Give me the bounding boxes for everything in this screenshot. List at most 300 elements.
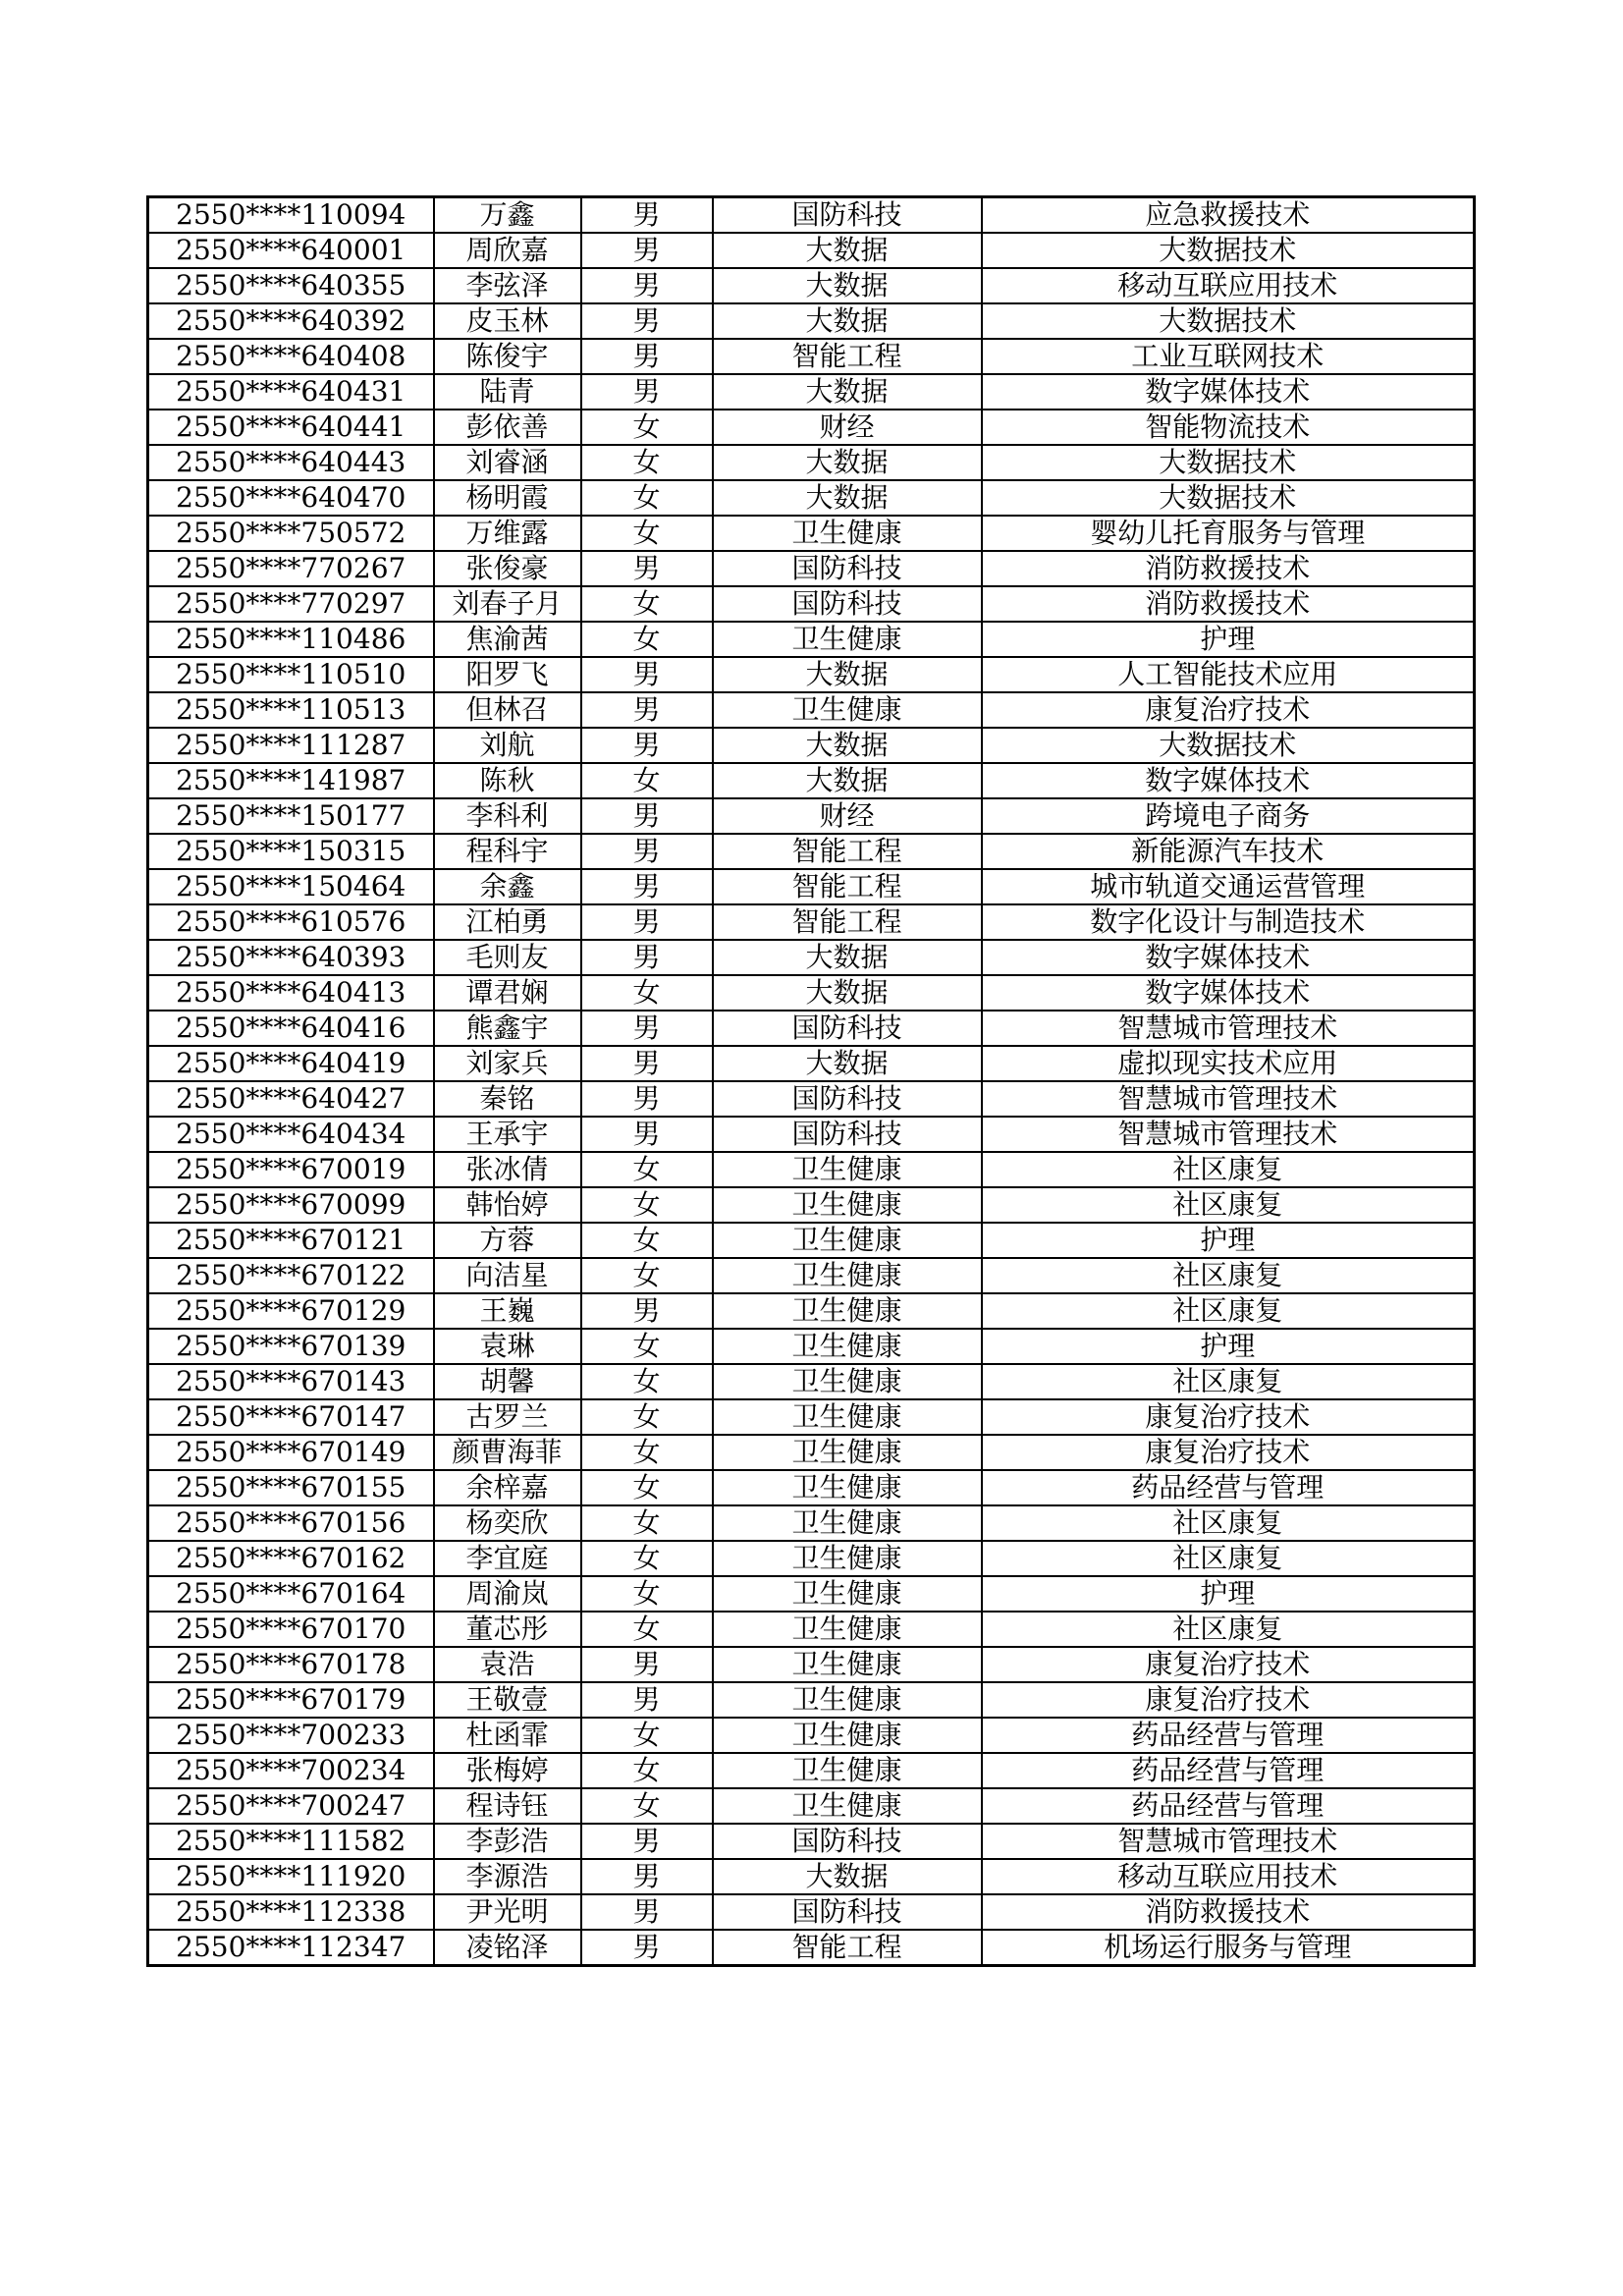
gender-cell: 女 — [581, 480, 713, 516]
student-id-cell: 2550****670147 — [148, 1399, 434, 1435]
student-id-cell: 2550****640470 — [148, 480, 434, 516]
table-row — [148, 1011, 1475, 1046]
department-cell: 智能工程 — [713, 834, 982, 869]
department-cell: 国防科技 — [713, 1011, 982, 1046]
student-id-cell: 2550****110510 — [148, 657, 434, 692]
department-cell: 卫生健康 — [713, 1753, 982, 1788]
name-cell: 阳罗飞 — [434, 657, 581, 692]
gender-cell: 女 — [581, 1753, 713, 1788]
name-cell: 董芯彤 — [434, 1612, 581, 1647]
gender-cell: 女 — [581, 1329, 713, 1364]
table-row — [148, 1930, 1475, 1966]
table-row — [148, 798, 1475, 834]
gender-cell: 男 — [581, 1682, 713, 1718]
name-cell: 余梓嘉 — [434, 1470, 581, 1505]
department-cell: 大数据 — [713, 268, 982, 303]
gender-cell: 女 — [581, 516, 713, 551]
department-cell: 大数据 — [713, 303, 982, 339]
table-row — [148, 1576, 1475, 1612]
table-row — [148, 763, 1475, 798]
major-cell: 护理 — [982, 1329, 1475, 1364]
gender-cell: 男 — [581, 692, 713, 728]
student-id-cell: 2550****111920 — [148, 1859, 434, 1894]
department-cell: 卫生健康 — [713, 1223, 982, 1258]
gender-cell: 女 — [581, 1223, 713, 1258]
table-row — [148, 1187, 1475, 1223]
major-cell: 新能源汽车技术 — [982, 834, 1475, 869]
major-cell: 智慧城市管理技术 — [982, 1081, 1475, 1117]
name-cell: 张梅婷 — [434, 1753, 581, 1788]
student-id-cell: 2550****640419 — [148, 1046, 434, 1081]
name-cell: 陈秋 — [434, 763, 581, 798]
gender-cell: 女 — [581, 622, 713, 657]
table-row — [148, 657, 1475, 692]
gender-cell: 女 — [581, 1576, 713, 1612]
table-row — [148, 1329, 1475, 1364]
gender-cell: 男 — [581, 1046, 713, 1081]
major-cell: 大数据技术 — [982, 445, 1475, 480]
gender-cell: 女 — [581, 1541, 713, 1576]
department-cell: 大数据 — [713, 233, 982, 268]
department-cell: 卫生健康 — [713, 1293, 982, 1329]
student-id-cell: 2550****670122 — [148, 1258, 434, 1293]
major-cell: 康复治疗技术 — [982, 1647, 1475, 1682]
department-cell: 卫生健康 — [713, 1718, 982, 1753]
major-cell: 应急救援技术 — [982, 197, 1475, 234]
department-cell: 财经 — [713, 410, 982, 445]
table-row — [148, 410, 1475, 445]
department-cell: 卫生健康 — [713, 516, 982, 551]
student-id-cell: 2550****700233 — [148, 1718, 434, 1753]
gender-cell: 女 — [581, 1435, 713, 1470]
name-cell: 秦铭 — [434, 1081, 581, 1117]
name-cell: 王巍 — [434, 1293, 581, 1329]
gender-cell: 男 — [581, 1117, 713, 1152]
name-cell: 李科利 — [434, 798, 581, 834]
student-id-cell: 2550****640434 — [148, 1117, 434, 1152]
gender-cell: 女 — [581, 1612, 713, 1647]
student-id-cell: 2550****110094 — [148, 197, 434, 234]
name-cell: 杜函霏 — [434, 1718, 581, 1753]
student-id-cell: 2550****150177 — [148, 798, 434, 834]
gender-cell: 男 — [581, 551, 713, 586]
table-row — [148, 975, 1475, 1011]
student-id-cell: 2550****150464 — [148, 869, 434, 904]
student-id-cell: 2550****640393 — [148, 940, 434, 975]
department-cell: 大数据 — [713, 940, 982, 975]
name-cell: 王敬壹 — [434, 1682, 581, 1718]
name-cell: 李源浩 — [434, 1859, 581, 1894]
major-cell: 移动互联应用技术 — [982, 1859, 1475, 1894]
student-id-cell: 2550****111582 — [148, 1824, 434, 1859]
name-cell: 颜曹海菲 — [434, 1435, 581, 1470]
table-row — [148, 1293, 1475, 1329]
student-id-cell: 2550****640431 — [148, 374, 434, 410]
department-cell: 大数据 — [713, 1046, 982, 1081]
department-cell: 卫生健康 — [713, 1576, 982, 1612]
student-id-cell: 2550****670170 — [148, 1612, 434, 1647]
department-cell: 国防科技 — [713, 1824, 982, 1859]
major-cell: 智慧城市管理技术 — [982, 1011, 1475, 1046]
name-cell: 江柏勇 — [434, 904, 581, 940]
name-cell: 余鑫 — [434, 869, 581, 904]
major-cell: 康复治疗技术 — [982, 1682, 1475, 1718]
table-row — [148, 904, 1475, 940]
table-row — [148, 1894, 1475, 1930]
table-row — [148, 1682, 1475, 1718]
gender-cell: 男 — [581, 233, 713, 268]
roster-body — [148, 197, 1475, 1966]
department-cell: 卫生健康 — [713, 1152, 982, 1187]
name-cell: 杨明霞 — [434, 480, 581, 516]
name-cell: 程诗钰 — [434, 1788, 581, 1824]
major-cell: 药品经营与管理 — [982, 1788, 1475, 1824]
department-cell: 大数据 — [713, 1859, 982, 1894]
student-id-cell: 2550****700234 — [148, 1753, 434, 1788]
gender-cell: 女 — [581, 763, 713, 798]
major-cell: 消防救援技术 — [982, 551, 1475, 586]
major-cell: 护理 — [982, 1576, 1475, 1612]
table-row — [148, 1223, 1475, 1258]
name-cell: 谭君娴 — [434, 975, 581, 1011]
table-row — [148, 516, 1475, 551]
department-cell: 国防科技 — [713, 197, 982, 234]
student-id-cell: 2550****670179 — [148, 1682, 434, 1718]
student-id-cell: 2550****141987 — [148, 763, 434, 798]
major-cell: 护理 — [982, 622, 1475, 657]
major-cell: 社区康复 — [982, 1293, 1475, 1329]
table-row — [148, 480, 1475, 516]
department-cell: 卫生健康 — [713, 1187, 982, 1223]
gender-cell: 男 — [581, 728, 713, 763]
department-cell: 财经 — [713, 798, 982, 834]
major-cell: 数字媒体技术 — [982, 975, 1475, 1011]
gender-cell: 女 — [581, 1718, 713, 1753]
department-cell: 卫生健康 — [713, 692, 982, 728]
student-id-cell: 2550****670099 — [148, 1187, 434, 1223]
name-cell: 周欣嘉 — [434, 233, 581, 268]
student-id-cell: 2550****112338 — [148, 1894, 434, 1930]
major-cell: 社区康复 — [982, 1152, 1475, 1187]
major-cell: 消防救援技术 — [982, 586, 1475, 622]
student-id-cell: 2550****110486 — [148, 622, 434, 657]
gender-cell: 女 — [581, 1258, 713, 1293]
table-row — [148, 1859, 1475, 1894]
table-row — [148, 374, 1475, 410]
department-cell: 卫生健康 — [713, 1399, 982, 1435]
table-row — [148, 1258, 1475, 1293]
table-row — [148, 1753, 1475, 1788]
name-cell: 李宜庭 — [434, 1541, 581, 1576]
major-cell: 社区康复 — [982, 1541, 1475, 1576]
table-row — [148, 1541, 1475, 1576]
student-id-cell: 2550****670129 — [148, 1293, 434, 1329]
table-row — [148, 1364, 1475, 1399]
name-cell: 李弦泽 — [434, 268, 581, 303]
gender-cell: 女 — [581, 1788, 713, 1824]
name-cell: 陈俊宇 — [434, 339, 581, 374]
department-cell: 卫生健康 — [713, 1541, 982, 1576]
major-cell: 婴幼儿托育服务与管理 — [982, 516, 1475, 551]
gender-cell: 男 — [581, 1011, 713, 1046]
gender-cell: 女 — [581, 1470, 713, 1505]
major-cell: 数字媒体技术 — [982, 763, 1475, 798]
gender-cell: 男 — [581, 904, 713, 940]
name-cell: 王承宇 — [434, 1117, 581, 1152]
gender-cell: 男 — [581, 1894, 713, 1930]
student-id-cell: 2550****640001 — [148, 233, 434, 268]
department-cell: 智能工程 — [713, 1930, 982, 1966]
department-cell: 智能工程 — [713, 869, 982, 904]
gender-cell: 男 — [581, 834, 713, 869]
major-cell: 机场运行服务与管理 — [982, 1930, 1475, 1966]
department-cell: 卫生健康 — [713, 1364, 982, 1399]
table-row — [148, 940, 1475, 975]
major-cell: 药品经营与管理 — [982, 1718, 1475, 1753]
major-cell: 工业互联网技术 — [982, 339, 1475, 374]
student-id-cell: 2550****770267 — [148, 551, 434, 586]
major-cell: 社区康复 — [982, 1612, 1475, 1647]
student-id-cell: 2550****670162 — [148, 1541, 434, 1576]
department-cell: 卫生健康 — [713, 1788, 982, 1824]
major-cell: 康复治疗技术 — [982, 692, 1475, 728]
gender-cell: 女 — [581, 1187, 713, 1223]
name-cell: 李彭浩 — [434, 1824, 581, 1859]
gender-cell: 男 — [581, 303, 713, 339]
student-roster-table — [146, 195, 1476, 1967]
table-row — [148, 1647, 1475, 1682]
student-id-cell: 2550****750572 — [148, 516, 434, 551]
table-row — [148, 445, 1475, 480]
department-cell: 大数据 — [713, 975, 982, 1011]
major-cell: 数字媒体技术 — [982, 374, 1475, 410]
major-cell: 大数据技术 — [982, 728, 1475, 763]
gender-cell: 男 — [581, 374, 713, 410]
name-cell: 皮玉林 — [434, 303, 581, 339]
gender-cell: 女 — [581, 1399, 713, 1435]
student-id-cell: 2550****150315 — [148, 834, 434, 869]
gender-cell: 女 — [581, 1505, 713, 1541]
name-cell: 刘家兵 — [434, 1046, 581, 1081]
table-row — [148, 339, 1475, 374]
student-id-cell: 2550****640413 — [148, 975, 434, 1011]
gender-cell: 男 — [581, 1293, 713, 1329]
table-row — [148, 692, 1475, 728]
major-cell: 社区康复 — [982, 1187, 1475, 1223]
table-row — [148, 1718, 1475, 1753]
table-row — [148, 834, 1475, 869]
name-cell: 熊鑫宇 — [434, 1011, 581, 1046]
student-id-cell: 2550****670178 — [148, 1647, 434, 1682]
student-id-cell: 2550****770297 — [148, 586, 434, 622]
gender-cell: 男 — [581, 1647, 713, 1682]
department-cell: 大数据 — [713, 763, 982, 798]
student-id-cell: 2550****670164 — [148, 1576, 434, 1612]
gender-cell: 男 — [581, 657, 713, 692]
name-cell: 陆青 — [434, 374, 581, 410]
department-cell: 大数据 — [713, 728, 982, 763]
table-row — [148, 1435, 1475, 1470]
student-id-cell: 2550****670019 — [148, 1152, 434, 1187]
student-id-cell: 2550****610576 — [148, 904, 434, 940]
name-cell: 胡馨 — [434, 1364, 581, 1399]
gender-cell: 男 — [581, 339, 713, 374]
gender-cell: 男 — [581, 798, 713, 834]
department-cell: 智能工程 — [713, 904, 982, 940]
table-row — [148, 1046, 1475, 1081]
department-cell: 卫生健康 — [713, 1435, 982, 1470]
gender-cell: 女 — [581, 445, 713, 480]
major-cell: 社区康复 — [982, 1505, 1475, 1541]
major-cell: 虚拟现实技术应用 — [982, 1046, 1475, 1081]
major-cell: 城市轨道交通运营管理 — [982, 869, 1475, 904]
table-row — [148, 268, 1475, 303]
major-cell: 移动互联应用技术 — [982, 268, 1475, 303]
major-cell: 护理 — [982, 1223, 1475, 1258]
department-cell: 大数据 — [713, 480, 982, 516]
name-cell: 毛则友 — [434, 940, 581, 975]
department-cell: 智能工程 — [713, 339, 982, 374]
name-cell: 袁浩 — [434, 1647, 581, 1682]
department-cell: 卫生健康 — [713, 1505, 982, 1541]
table-row — [148, 1081, 1475, 1117]
name-cell: 凌铭泽 — [434, 1930, 581, 1966]
table-row — [148, 1117, 1475, 1152]
department-cell: 卫生健康 — [713, 1682, 982, 1718]
table-row — [148, 197, 1475, 234]
department-cell: 大数据 — [713, 374, 982, 410]
name-cell: 古罗兰 — [434, 1399, 581, 1435]
department-cell: 卫生健康 — [713, 1329, 982, 1364]
gender-cell: 男 — [581, 1859, 713, 1894]
name-cell: 袁琳 — [434, 1329, 581, 1364]
major-cell: 大数据技术 — [982, 480, 1475, 516]
name-cell: 周渝岚 — [434, 1576, 581, 1612]
student-id-cell: 2550****670139 — [148, 1329, 434, 1364]
major-cell: 数字媒体技术 — [982, 940, 1475, 975]
student-id-cell: 2550****640427 — [148, 1081, 434, 1117]
department-cell: 国防科技 — [713, 1081, 982, 1117]
major-cell: 智慧城市管理技术 — [982, 1824, 1475, 1859]
department-cell: 卫生健康 — [713, 1612, 982, 1647]
department-cell: 卫生健康 — [713, 1258, 982, 1293]
table-row — [148, 1152, 1475, 1187]
table-row — [148, 551, 1475, 586]
major-cell: 跨境电子商务 — [982, 798, 1475, 834]
department-cell: 国防科技 — [713, 1117, 982, 1152]
gender-cell: 男 — [581, 869, 713, 904]
table-row — [148, 1788, 1475, 1824]
table-row — [148, 586, 1475, 622]
department-cell: 国防科技 — [713, 1894, 982, 1930]
name-cell: 刘航 — [434, 728, 581, 763]
student-id-cell: 2550****670155 — [148, 1470, 434, 1505]
major-cell: 人工智能技术应用 — [982, 657, 1475, 692]
table-row — [148, 1505, 1475, 1541]
student-id-cell: 2550****640408 — [148, 339, 434, 374]
student-id-cell: 2550****640441 — [148, 410, 434, 445]
major-cell: 社区康复 — [982, 1258, 1475, 1293]
major-cell: 社区康复 — [982, 1364, 1475, 1399]
table-row — [148, 1399, 1475, 1435]
student-id-cell: 2550****670156 — [148, 1505, 434, 1541]
name-cell: 向洁星 — [434, 1258, 581, 1293]
name-cell: 韩怡婷 — [434, 1187, 581, 1223]
department-cell: 大数据 — [713, 657, 982, 692]
student-id-cell: 2550****112347 — [148, 1930, 434, 1966]
name-cell: 程科宇 — [434, 834, 581, 869]
major-cell: 药品经营与管理 — [982, 1470, 1475, 1505]
student-id-cell: 2550****670143 — [148, 1364, 434, 1399]
name-cell: 万鑫 — [434, 197, 581, 234]
name-cell: 杨奕欣 — [434, 1505, 581, 1541]
student-id-cell: 2550****670149 — [148, 1435, 434, 1470]
department-cell: 卫生健康 — [713, 622, 982, 657]
name-cell: 彭依善 — [434, 410, 581, 445]
gender-cell: 女 — [581, 975, 713, 1011]
department-cell: 国防科技 — [713, 551, 982, 586]
name-cell: 张冰倩 — [434, 1152, 581, 1187]
student-id-cell: 2550****640443 — [148, 445, 434, 480]
table-row — [148, 233, 1475, 268]
major-cell: 智慧城市管理技术 — [982, 1117, 1475, 1152]
student-id-cell: 2550****640416 — [148, 1011, 434, 1046]
gender-cell: 男 — [581, 940, 713, 975]
name-cell: 刘睿涵 — [434, 445, 581, 480]
name-cell: 万维露 — [434, 516, 581, 551]
major-cell: 药品经营与管理 — [982, 1753, 1475, 1788]
department-cell: 卫生健康 — [713, 1470, 982, 1505]
gender-cell: 女 — [581, 1364, 713, 1399]
table-row — [148, 1612, 1475, 1647]
name-cell: 焦渝茜 — [434, 622, 581, 657]
department-cell: 大数据 — [713, 445, 982, 480]
student-id-cell: 2550****670121 — [148, 1223, 434, 1258]
gender-cell: 男 — [581, 197, 713, 234]
student-id-cell: 2550****700247 — [148, 1788, 434, 1824]
gender-cell: 男 — [581, 1824, 713, 1859]
table-row — [148, 622, 1475, 657]
table-row — [148, 869, 1475, 904]
major-cell: 智能物流技术 — [982, 410, 1475, 445]
department-cell: 卫生健康 — [713, 1647, 982, 1682]
major-cell: 大数据技术 — [982, 303, 1475, 339]
gender-cell: 男 — [581, 1081, 713, 1117]
student-id-cell: 2550****640355 — [148, 268, 434, 303]
gender-cell: 女 — [581, 1152, 713, 1187]
major-cell: 数字化设计与制造技术 — [982, 904, 1475, 940]
name-cell: 但林召 — [434, 692, 581, 728]
major-cell: 康复治疗技术 — [982, 1435, 1475, 1470]
table-row — [148, 1824, 1475, 1859]
department-cell: 国防科技 — [713, 586, 982, 622]
name-cell: 方蓉 — [434, 1223, 581, 1258]
gender-cell: 男 — [581, 1930, 713, 1966]
name-cell: 张俊豪 — [434, 551, 581, 586]
gender-cell: 男 — [581, 268, 713, 303]
major-cell: 大数据技术 — [982, 233, 1475, 268]
major-cell: 康复治疗技术 — [982, 1399, 1475, 1435]
name-cell: 尹光明 — [434, 1894, 581, 1930]
gender-cell: 女 — [581, 586, 713, 622]
table-row — [148, 1470, 1475, 1505]
major-cell: 消防救援技术 — [982, 1894, 1475, 1930]
name-cell: 刘春子月 — [434, 586, 581, 622]
student-id-cell: 2550****640392 — [148, 303, 434, 339]
table-row — [148, 303, 1475, 339]
table-row — [148, 728, 1475, 763]
student-id-cell: 2550****110513 — [148, 692, 434, 728]
